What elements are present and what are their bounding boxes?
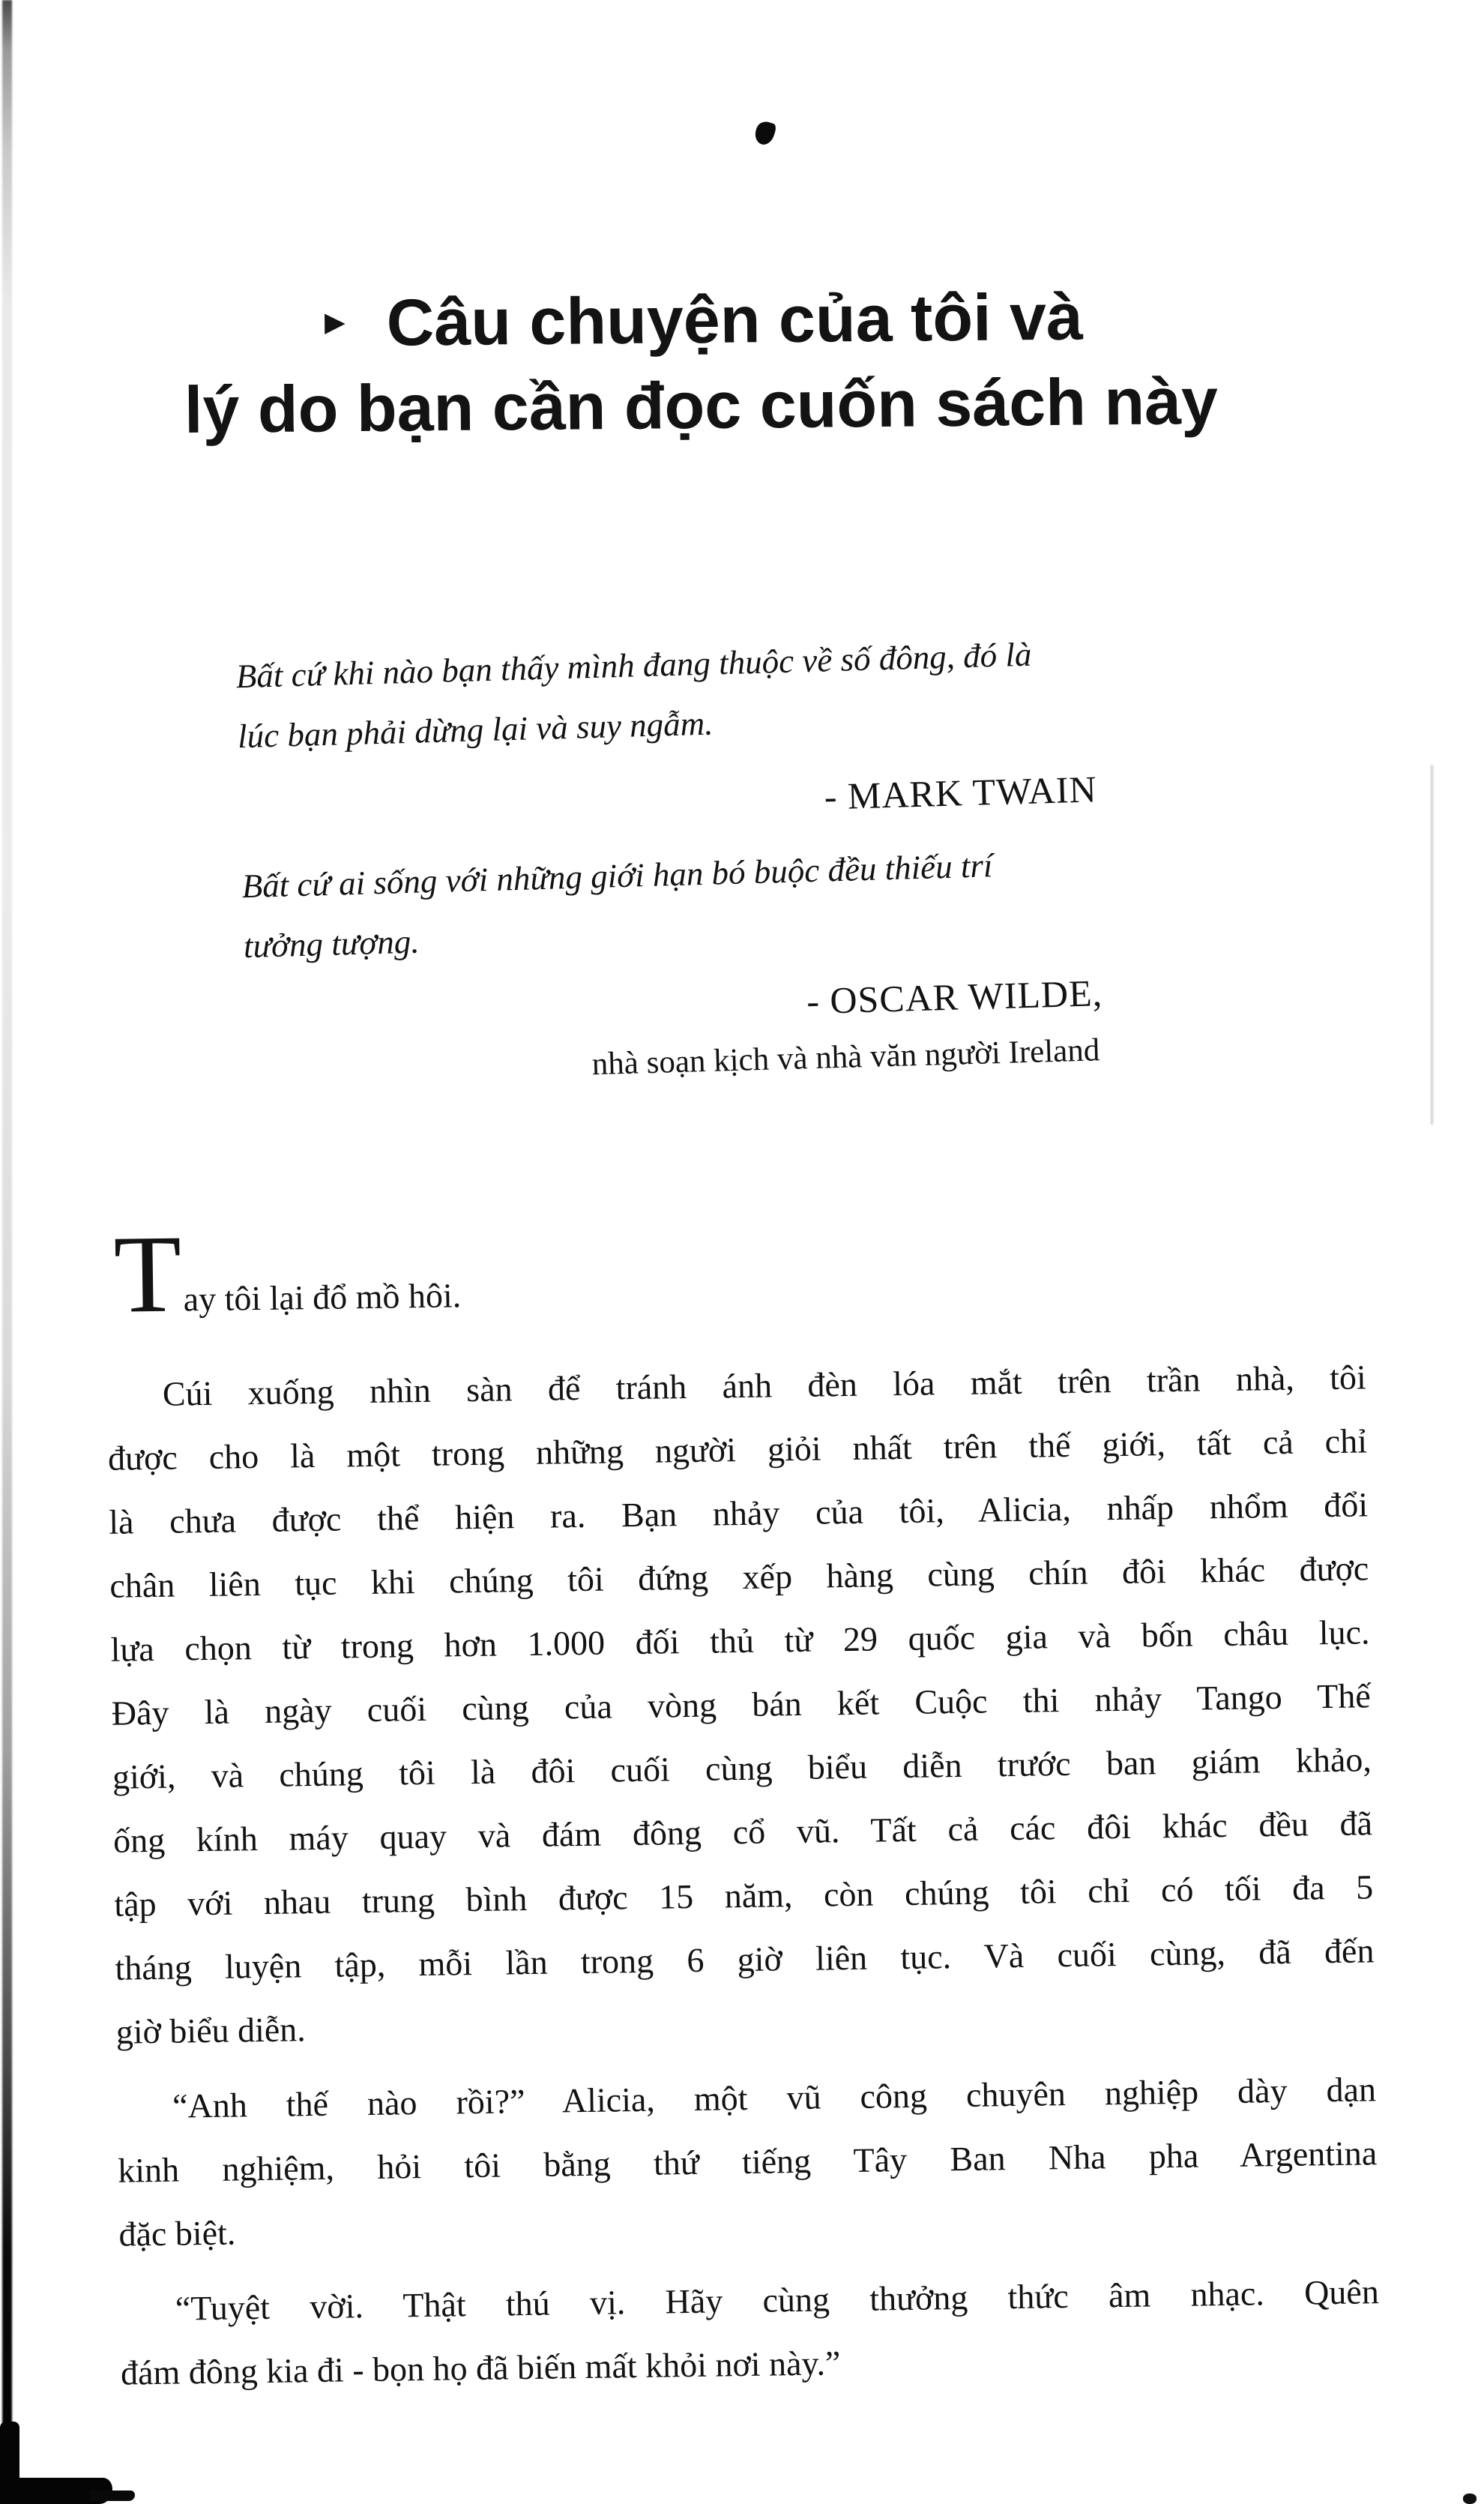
- text-line: “Tuyệt vời. Thật thú vị. Hãy cùng thưởng thức âm nhạc. Quên: [175, 2272, 1380, 2328]
- text-line: giới, và chúng tôi là đôi cuối cùng biểu diễn trước ban giám khảo,: [112, 1740, 1372, 1796]
- text-line: Bất cứ ai sống với những giới hạn bó buộc đều thiếu trí: [241, 846, 994, 906]
- paragraph: [117, 2057, 1378, 2266]
- chapter-title: [0, 270, 1402, 454]
- text-line: tháng luyện tập, mỗi lần trong 6 giờ liên tục. Và cuối cùng, đã đến: [115, 1931, 1375, 1987]
- text-line: Đây là ngày cuối cùng của vòng bán kết Cuộc thi nhảy Tango Thế: [111, 1676, 1371, 1733]
- triangle-bullet-icon: ►: [317, 302, 352, 342]
- text-line: giờ biểu diễn.: [115, 2010, 307, 2051]
- text-line: đặc biệt.: [118, 2213, 236, 2254]
- text-line: Bất cứ khi nào bạn thấy mình đang thuộc về số đông, đó là: [235, 635, 1033, 696]
- epigraph-section: [235, 622, 1117, 1102]
- text-line: là chưa được thể hiện ra. Bạn nhảy của tôi, Alicia, nhấp nhổm đổi: [108, 1485, 1369, 1541]
- epigraph-attribution-note: nhà soạn kịch và nhà văn người Ireland: [591, 1032, 1100, 1083]
- text-line: đám đông kia đi - bọn họ đã biến mất khỏi nơi này.”: [120, 2344, 841, 2392]
- epigraph-quote-mark-twain: [235, 622, 1108, 766]
- opening-text: ay tôi lại đổ mồ hôi.: [183, 1276, 462, 1319]
- body-text: [106, 1345, 1380, 2416]
- paragraph: [119, 2260, 1380, 2404]
- text-line: tập với nhau trung bình được 15 năm, còn chúng tôi chỉ có tối đa 5: [114, 1868, 1374, 1924]
- text-line: tưởng tượng.: [243, 922, 420, 966]
- epigraph-attribution-oscar-wilde: - OSCAR WILDE,: [806, 972, 1103, 1023]
- epigraph-attribution-mark-twain: - MARK TWAIN: [824, 768, 1098, 818]
- scan-edge-right-shadow: [1431, 765, 1433, 1125]
- chapter-title-text1: Câu chuyện của tôi và: [386, 279, 1084, 360]
- epigraph-quote-oscar-wilde: [241, 832, 1114, 976]
- chapter-title-line1: [0, 270, 1402, 369]
- drop-cap: T: [112, 1212, 184, 1337]
- text-line: kinh nghiệm, hỏi tôi bằng thứ tiếng Tây Ban Nha pha Argentina: [117, 2134, 1378, 2190]
- ink-mark-right: [1463, 2494, 1477, 2504]
- text-line: lúc bạn phải dừng lại và suy ngẫm.: [237, 704, 714, 756]
- text-line: được cho là một trong những người giỏi nhất trên thế giới, tất cả chỉ: [107, 1421, 1368, 1478]
- paragraph: [106, 1345, 1375, 2063]
- ink-dot: [752, 119, 777, 147]
- ink-blob-taper: [90, 2491, 135, 2501]
- text-line: Cúi xuống nhìn sàn để tránh ánh đèn lóa mắt trên trần nhà, tôi: [162, 1358, 1367, 1413]
- text-line: chân liên tục khi chúng tôi đứng xếp hàng cùng chín đôi khác được: [109, 1549, 1369, 1605]
- opening-paragraph: [113, 1209, 1374, 1349]
- text-line: lựa chọn từ trong hơn 1.000 đối thủ từ 29 quốc gia và bốn châu lục.: [110, 1613, 1370, 1669]
- chapter-title-line2: lý do bạn cần đọc cuốn sách này: [184, 363, 1219, 448]
- text-line: “Anh thế nào rồi?” Alicia, một vũ công chuyên nghiệp dày dạn: [172, 2070, 1377, 2125]
- text-line: ống kính máy quay và đám đông cổ vũ. Tất cả các đôi khác đều đã: [112, 1804, 1373, 1860]
